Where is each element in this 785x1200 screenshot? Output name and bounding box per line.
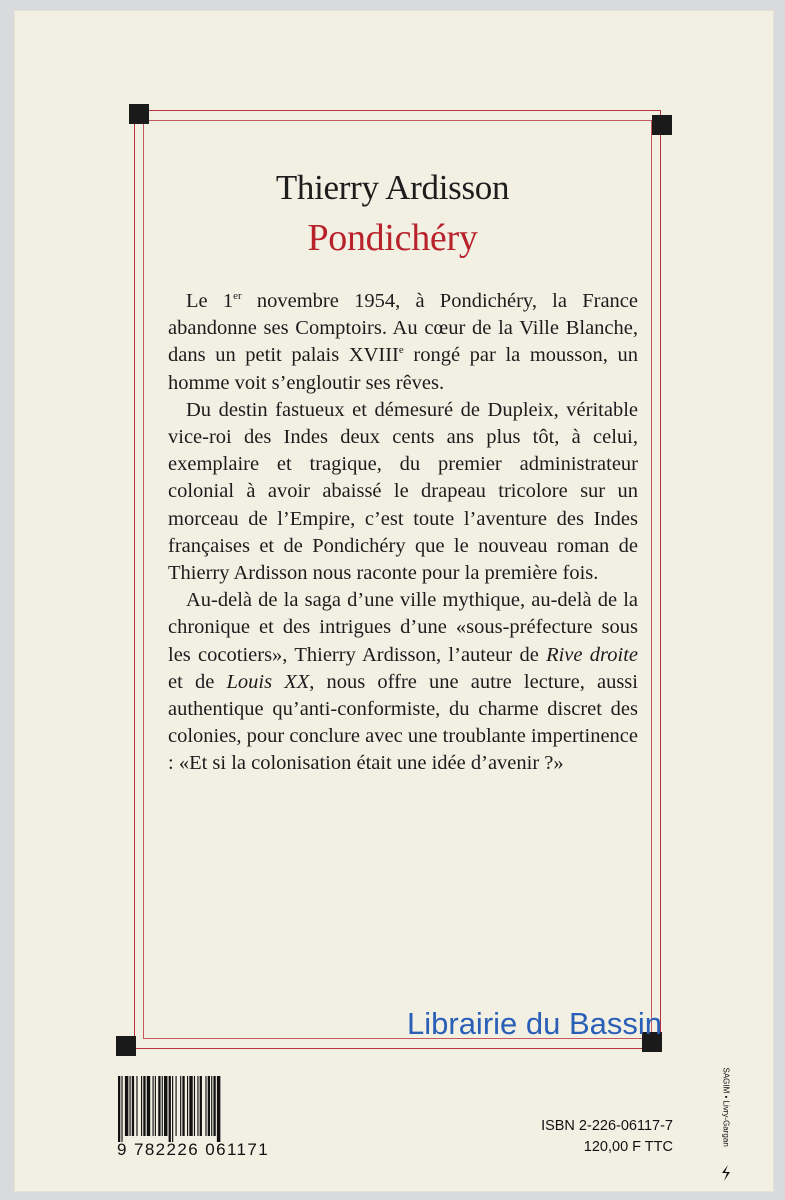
superscript: er [233, 290, 242, 303]
frame-corner-top-left [129, 104, 149, 124]
book-reference: Rive droite [546, 643, 639, 666]
blurb-text-run: , nous offre une autre lecture, aussi authentique qu’anti-conformiste, du charme discret des colonies, pour conclure avec une troublante impertinence : «Et si la colonisation était une idée d’avenir ?» [168, 670, 638, 775]
frame-corner-bottom-left [116, 1036, 136, 1056]
blurb-text-run: rongé par la mousson, un homme voit s’engloutir ses rêves. [168, 344, 639, 394]
barcode-digits: 9 782226 061171 [117, 1140, 270, 1159]
blurb-text-run: Du destin fastueux et démesuré de Dupleix, véritable vice-roi des Indes deux cents ans plus tôt, à celui, exemplaire et tragique, du premier administrateur colonial à avoir abaissé le drapeau tricolore sur un morceau de l’Empire, c’est toute l’aventure des Indes françaises et de Pondichéry que le nouveau roman de Thierry Ardisson nous raconte pour la première fois. [168, 398, 638, 585]
book-reference: Louis XX [226, 670, 310, 693]
printer-imprint [706, 1055, 746, 1185]
frame-corner-top-right [652, 115, 672, 135]
printer-name: SAGIM • Livry-Gargan [721, 1067, 731, 1147]
isbn-block [541, 1116, 673, 1158]
blurb-text-run: Le 1 [186, 290, 234, 312]
blurb-text [168, 288, 638, 778]
blurb-text-run: Au-delà de la saga d’une ville mythique, au-delà de la chronique et des intrigues d’une «sous-préfecture sous les cocotiers», Thierry Ardisson, l’auteur de [168, 589, 638, 666]
blurb-text-run: novembre 1954, à Pondichéry, la France abandonne ses Comptoirs. Au cœur de la Ville Blanche, dans un petit palais XVIII [168, 290, 638, 367]
printer-logo-icon [720, 1165, 732, 1181]
price: 120,00 F TTC [583, 1139, 673, 1155]
book-title: Pondichéry [307, 217, 478, 259]
blurb-paragraph [168, 397, 638, 587]
blurb-text-run: et de [168, 670, 227, 693]
author-name: Thierry Ardisson [275, 168, 510, 207]
blurb-paragraph [168, 288, 638, 397]
blurb-paragraph [168, 587, 638, 777]
seller-watermark: Librairie du Bassin [407, 1006, 663, 1041]
superscript: e [398, 344, 404, 357]
isbn-number: ISBN 2-226-06117-7 [541, 1118, 673, 1134]
